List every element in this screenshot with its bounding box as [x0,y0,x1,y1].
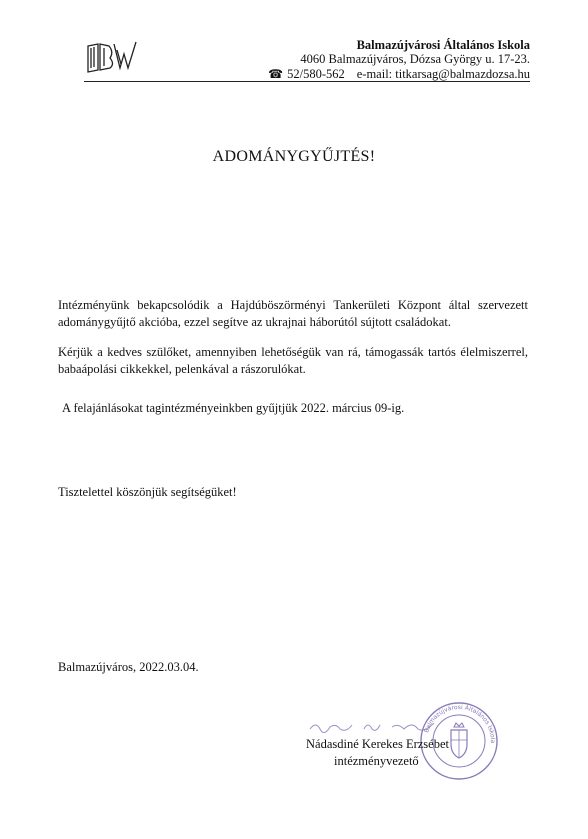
paragraph-intro: Intézményünk bekapcsolódik a Hajdúböszörményi Tankerületi Központ által szervezett adománygyűjtő akcióba, ezzel segítve az ukrajnai háborútól sújtott családokat. [58,298,528,329]
signatory-role: intézményvezető [334,754,419,768]
paragraph-request: Kérjük a kedves szülőket, amennyiben lehetőségük van rá, támogassák tartós élelmiszerrel, babaápolási cikkekkel, pelenkával a rászorulókat. [58,345,528,376]
contact-line [268,67,530,82]
date-line: Balmazújváros, 2022.03.04. [58,660,199,674]
paragraph-deadline: A felajánlásokat tagintézményeinkben gyűjtjük 2022. március 09-ig. [62,401,405,415]
school-name: Balmazújvárosi Általános Iskola [356,38,530,52]
phone-number: 52/580-562 [287,67,345,81]
document-title: ADOMÁNYGYŰJTÉS! [212,148,376,165]
school-logo [84,40,142,74]
signatory-name: Nádasdiné Kerekes Erzsébet [306,737,449,751]
paragraph-thanks: Tisztelettel köszönjük segítségüket! [58,485,237,499]
email-address: e-mail: titkarsag@balmazdozsa.hu [356,67,530,81]
svg-text:Balmazújvárosi Általános Iskol: Balmazújvárosi Általános Iskola [423,703,497,744]
school-address: 4060 Balmazújváros, Dózsa György u. 17-23. [300,52,530,66]
school-header [300,38,530,66]
phone-icon: ☎ [268,67,284,81]
header-divider [84,81,530,82]
